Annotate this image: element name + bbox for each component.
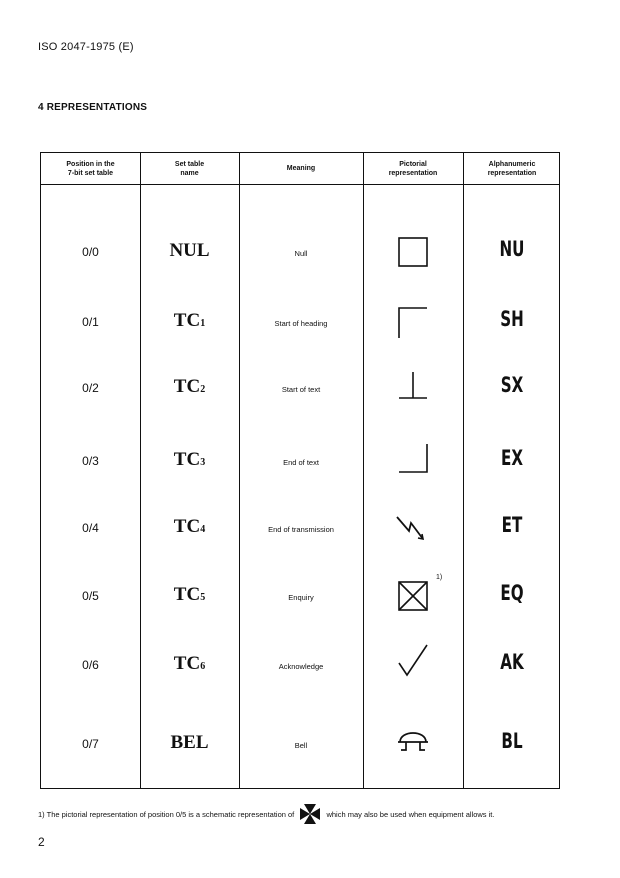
bell-icon	[363, 718, 463, 758]
table-row	[41, 581, 559, 607]
inverted-t-icon	[363, 366, 463, 406]
footnote-text-after: which may also be used when equipment allows it.	[326, 809, 495, 819]
alphanumeric-cell: BL	[501, 729, 523, 753]
table-row	[41, 373, 559, 399]
alphanumeric-cell: EQ	[500, 581, 524, 605]
document-code: ISO 2047-1975 (E)	[38, 41, 134, 53]
footnote-text-before: 1) The pictorial representation of position 0/5 is a schematic representation of	[38, 809, 295, 819]
position-cell: 0/1	[82, 315, 99, 329]
lightning-icon	[363, 509, 463, 549]
position-cell: 0/2	[82, 381, 99, 395]
alphanumeric-cell: ET	[501, 513, 523, 537]
position-cell: 0/3	[82, 454, 99, 468]
set-name-cell: TC4	[173, 516, 206, 537]
set-name-cell: TC2	[173, 376, 206, 397]
check-icon	[363, 641, 463, 681]
corner-top-left-icon	[363, 300, 463, 340]
representations-table	[40, 152, 560, 789]
meaning-cell: Enquiry	[288, 593, 314, 602]
meaning-cell: Start of heading	[274, 319, 328, 328]
meaning-cell: Start of text	[281, 385, 321, 394]
alphanumeric-cell: EX	[500, 446, 523, 470]
column-header-meaning: Meaning	[286, 165, 316, 172]
alphanumeric-cell: SH	[500, 307, 524, 331]
position-cell: 0/4	[82, 521, 99, 535]
meaning-cell: Null	[294, 249, 308, 258]
column-header-alphanumeric: Alphanumeric representation	[487, 160, 537, 177]
open-square-icon	[363, 230, 463, 270]
footnote-marker: 1)	[436, 574, 443, 581]
set-name-cell: BEL	[170, 732, 209, 753]
column-header-pictorial: Pictorial representation	[388, 160, 438, 177]
set-name-cell: TC3	[173, 449, 206, 470]
maltese-cross-icon	[299, 803, 321, 825]
table-row	[41, 446, 559, 472]
corner-bottom-right-icon	[363, 440, 463, 480]
position-cell: 0/7	[82, 737, 99, 751]
set-name-cell: NUL	[169, 240, 210, 261]
set-name-cell: TC5	[173, 584, 206, 605]
set-name-cell: TC1	[173, 310, 206, 331]
meaning-cell: Acknowledge	[278, 662, 324, 671]
header-divider	[41, 184, 559, 185]
position-cell: 0/5	[82, 589, 99, 603]
column-header-name: Set table name	[174, 160, 205, 177]
set-name-cell: TC6	[173, 653, 206, 674]
meaning-cell: Bell	[294, 741, 308, 750]
column-header-position: Position in the 7-bit set table	[66, 160, 115, 177]
alphanumeric-cell: AK	[500, 650, 524, 674]
section-title: 4 REPRESENTATIONS	[38, 102, 148, 113]
table-row	[41, 729, 559, 755]
page-number: 2	[38, 835, 45, 849]
alphanumeric-cell: NU	[499, 237, 525, 261]
footnote	[38, 803, 494, 825]
crossed-square-icon	[363, 574, 463, 614]
meaning-cell: End of text	[283, 458, 319, 467]
table-row	[41, 307, 559, 333]
position-cell: 0/0	[82, 245, 99, 259]
table-row	[41, 513, 559, 539]
meaning-cell: End of transmission	[268, 525, 334, 534]
position-cell: 0/6	[82, 658, 99, 672]
alphanumeric-cell: SX	[500, 373, 524, 397]
table-row	[41, 237, 559, 263]
table-row	[41, 650, 559, 676]
